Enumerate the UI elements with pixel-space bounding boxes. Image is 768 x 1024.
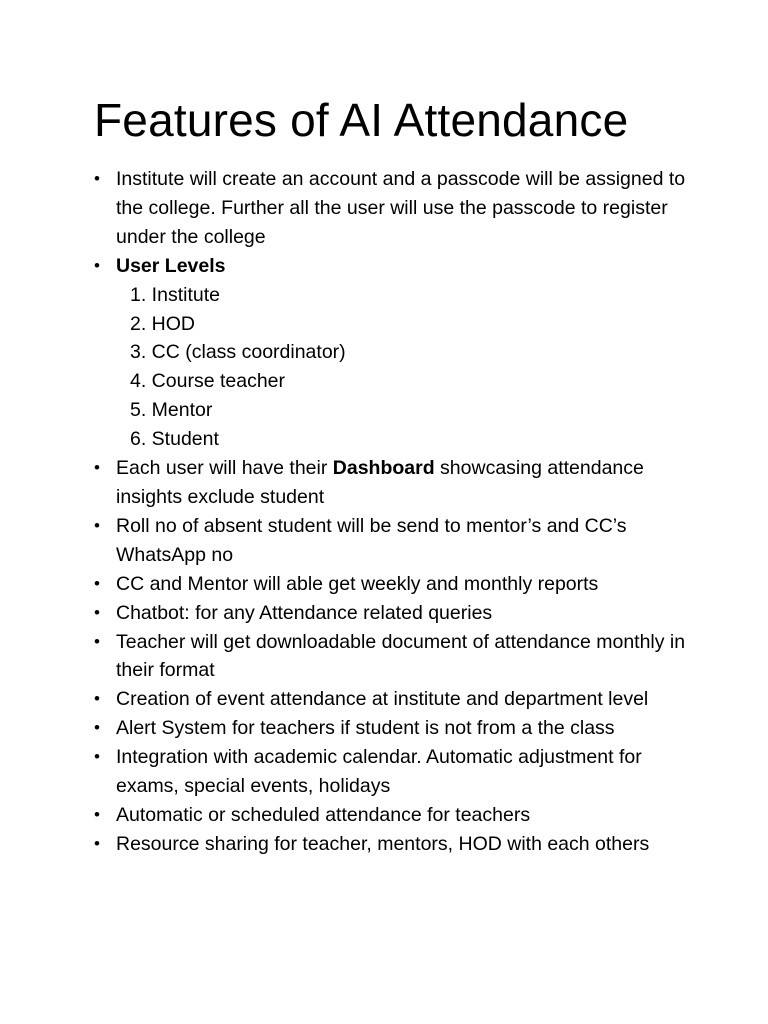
list-item-text: Institute will create an account and a passcode will be assigned to the college. Further all the user will use the passcode to register under the college <box>116 168 686 248</box>
list-item <box>94 599 694 628</box>
bullet-icon: • <box>94 718 100 738</box>
list-item-text: Automatic or scheduled attendance for teachers <box>116 803 531 826</box>
user-levels-list <box>116 281 694 454</box>
list-item-text: Resource sharing for teacher, mentors, HOD with each others <box>116 832 650 855</box>
list-item <box>94 252 694 454</box>
user-level-item: 5. Mentor <box>130 399 213 422</box>
bullet-icon: • <box>94 573 100 593</box>
list-item-heading: User Levels <box>116 254 226 277</box>
list-item-text: Chatbot: for any Attendance related queries <box>116 601 493 624</box>
list-item-text: Creation of event attendance at institute and department level <box>116 688 649 711</box>
list-item <box>94 165 694 252</box>
list-item <box>94 454 694 512</box>
list-item <box>94 512 694 570</box>
bullet-icon: • <box>94 515 100 535</box>
bullet-icon: • <box>94 169 100 188</box>
list-item-bold-text: Dashboard <box>332 457 435 480</box>
list-item-text: Teacher will get downloadable document of attendance monthly in their format <box>116 630 686 682</box>
list-item-text: CC and Mentor will able get weekly and monthly reports <box>116 572 599 595</box>
list-item-text: showcasing attendance insights exclude student <box>116 457 644 508</box>
list-item-text: Roll no of absent student will be send to mentor’s and CC’s WhatsApp no <box>116 514 627 566</box>
list-item-text: Integration with academic calendar. Automatic adjustment for exams, special events, holidays <box>116 746 642 798</box>
bullet-icon: • <box>94 255 100 275</box>
user-level-item: 2. HOD <box>130 312 196 335</box>
document-title: Features of AI Attendance <box>94 94 629 146</box>
list-item <box>94 685 694 714</box>
user-level-item: 3. CC (class coordinator) <box>130 341 346 364</box>
user-level-item: 1. Institute <box>130 283 220 306</box>
bullet-icon: • <box>94 689 100 709</box>
list-item-text: Each user will have their <box>116 457 333 480</box>
bullet-icon: • <box>94 804 100 824</box>
list-item <box>94 743 694 801</box>
feature-list <box>94 165 694 859</box>
bullet-icon: • <box>94 833 100 853</box>
list-item <box>94 830 694 859</box>
bullet-icon: • <box>94 631 100 651</box>
list-item <box>94 628 694 686</box>
list-item-text: Alert System for teachers if student is not from a the class <box>116 717 615 740</box>
bullet-icon: • <box>94 747 100 767</box>
list-item <box>94 570 694 599</box>
list-item <box>94 801 694 830</box>
bullet-icon: • <box>94 602 100 622</box>
user-level-item: 4. Course teacher <box>130 370 286 393</box>
user-level-item: 6. Student <box>130 428 219 451</box>
list-item <box>94 714 694 743</box>
bullet-icon: • <box>94 458 100 478</box>
